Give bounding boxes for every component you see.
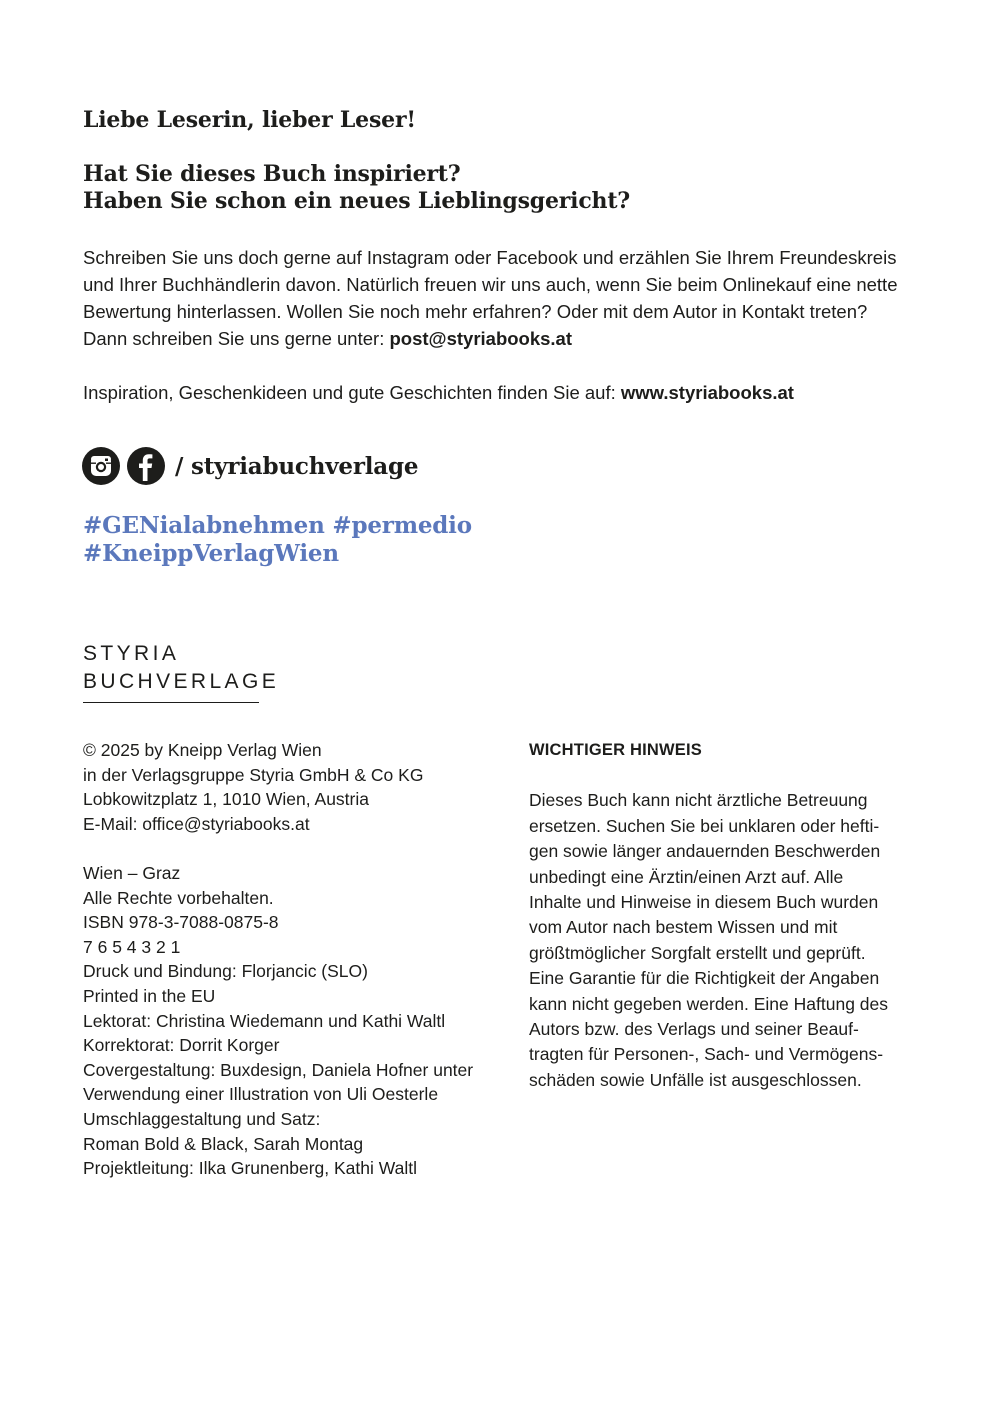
- contact-paragraph: [83, 244, 903, 352]
- notice-line: ersetzen. Suchen Sie bei unklaren oder hefti-: [529, 815, 880, 836]
- question-heading: [83, 161, 630, 215]
- imprint-line: Wien – Graz: [83, 862, 181, 883]
- logo-line: STYRIA: [83, 642, 180, 665]
- imprint-line: Projektleitung: Ilka Grunenberg, Kathi Waltl: [83, 1158, 417, 1179]
- notice-line: schäden sowie Unfälle ist ausgeschlossen.: [529, 1069, 862, 1090]
- notice-line: größtmöglicher Sorgfalt erstellt und geprüft.: [529, 942, 866, 963]
- imprint-line: Lektorat: Christina Wiedemann und Kathi Waltl: [83, 1010, 446, 1031]
- publisher-logo: [83, 640, 280, 703]
- imprint-line: © 2025 by Kneipp Verlag Wien: [83, 740, 322, 760]
- social-row: [82, 446, 418, 486]
- facebook-icon[interactable]: [127, 447, 165, 485]
- instagram-icon[interactable]: [82, 447, 120, 485]
- notice-line: vom Autor nach bestem Wissen und mit: [529, 917, 838, 938]
- question-line: Hat Sie dieses Buch inspiriert?: [83, 161, 461, 187]
- contact-email[interactable]: post@styriabooks.at: [389, 328, 573, 349]
- imprint-email[interactable]: E-Mail: office@styriabooks.at: [83, 813, 310, 834]
- spacer: [83, 836, 513, 861]
- notice-line: unbedingt eine Ärztin/einen Arzt auf. Alle: [529, 866, 844, 887]
- website-text: Inspiration, Geschenkideen und gute Geschichten finden Sie auf:: [83, 382, 621, 403]
- notice-line: Eine Garantie für die Richtigkeit der Angaben: [529, 968, 880, 989]
- notice-line: gen sowie länger andauernden Beschwerden: [529, 841, 881, 862]
- social-handle: / styriabuchverlage: [175, 452, 419, 480]
- notice-line: tragten für Personen-, Sach- und Vermögens-: [529, 1044, 884, 1065]
- imprint-line: Covergestaltung: Buxdesign, Daniela Hofner unter: [83, 1059, 474, 1080]
- imprint-line: in der Verlagsgruppe Styria GmbH & Co KG: [83, 764, 424, 785]
- logo-line: BUCHVERLAGE: [83, 670, 280, 693]
- imprint-line: Alle Rechte vorbehalten.: [83, 887, 274, 908]
- notice-line: Inhalte und Hinweise in diesem Buch wurden: [529, 892, 879, 913]
- notice-line: kann nicht gegeben werden. Eine Haftung des: [529, 993, 889, 1014]
- notice-line: Autors bzw. des Verlags und seiner Beauf-: [529, 1019, 859, 1040]
- important-notice: [529, 738, 919, 1093]
- imprint-block: [83, 738, 513, 1181]
- website-paragraph: [83, 379, 903, 406]
- imprint-line: Roman Bold & Black, Sarah Montag: [83, 1133, 364, 1154]
- imprint-line: Lobkowitzplatz 1, 1010 Wien, Austria: [83, 789, 369, 810]
- hashtag-line: #GENialabnehmen #permedio: [83, 512, 472, 539]
- imprint-line: ISBN 978-3-7088-0875-8: [83, 912, 279, 933]
- imprint-line: 7 6 5 4 3 2 1: [83, 936, 181, 957]
- imprint-line: Umschlaggestaltung und Satz:: [83, 1108, 321, 1129]
- hashtags: [83, 512, 472, 568]
- notice-title: WICHTIGER HINWEIS: [529, 741, 702, 759]
- website-link[interactable]: www.styriabooks.at: [620, 382, 794, 403]
- contact-text: Schreiben Sie uns doch gerne auf Instagram oder Facebook und erzählen Sie Ihrem Freundeskreis und Ihrer Buchhändlerin davon. Natürlich freuen wir uns auch, wenn Sie beim Onlinekauf eine nette Bewertung hinterlassen. Wollen Sie noch mehr erfahren? Oder mit dem Autor in Kontakt treten? Dann schreiben Sie uns gerne unter:: [83, 247, 898, 349]
- imprint-line: Druck und Bindung: Florjancic (SLO): [83, 961, 368, 982]
- question-line: Haben Sie schon ein neues Lieblingsgericht?: [83, 188, 630, 214]
- greeting-heading: Liebe Leserin, lieber Leser!: [83, 107, 416, 133]
- notice-line: Dieses Buch kann nicht ärztliche Betreuung: [529, 790, 868, 811]
- hashtag-line: #KneippVerlagWien: [83, 540, 339, 567]
- imprint-line: Printed in the EU: [83, 985, 216, 1006]
- imprint-line: Verwendung einer Illustration von Uli Oesterle: [83, 1084, 439, 1105]
- imprint-line: Korrektorat: Dorrit Korger: [83, 1035, 280, 1056]
